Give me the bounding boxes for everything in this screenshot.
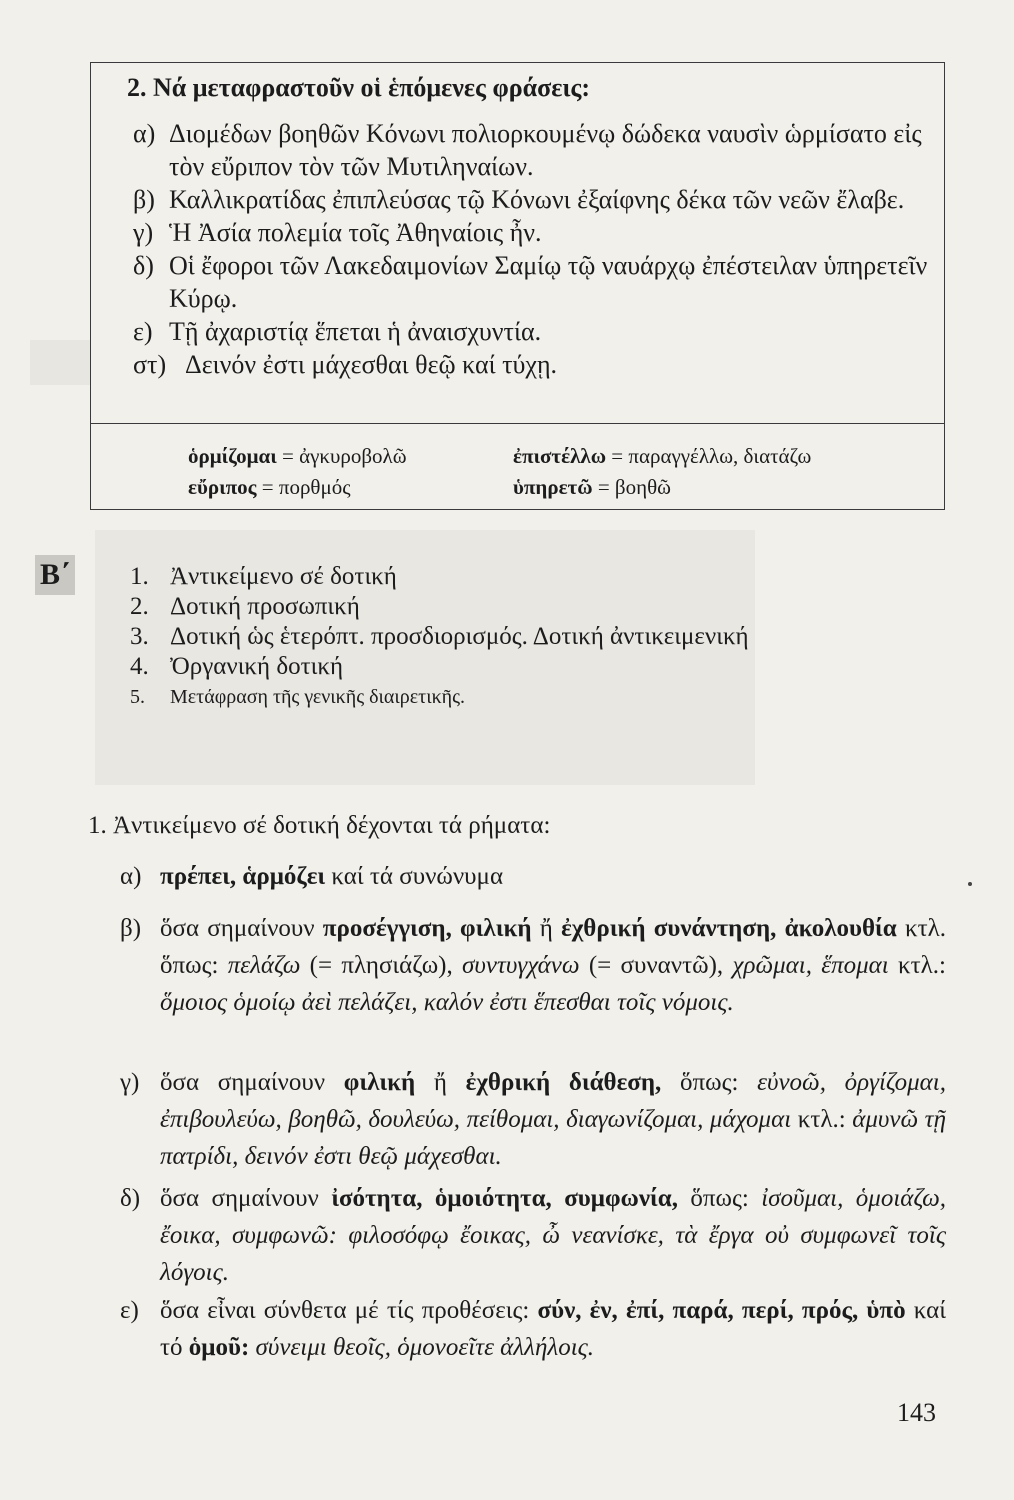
paragraph-b: β) ὅσα σημαίνουν προσέγγιση, φιλική ἤ ἐχθρική συνάντηση, ἀκολουθία κτλ. ὅπως: πελάζω (= πλησιάζω), συντυγχάνω (= συναντῶ), χρῶμαι, ἕπομαι κτλ.: ὅμοιος ὁμοίῳ ἀεὶ πελάζει, καλόν ἐστι ἕπεσθαι τοῖς νόμοις. bbox=[120, 915, 946, 1016]
list-item: 1. Ἀντικείμενο σέ δοτική bbox=[130, 563, 397, 590]
list-item: 3. Δοτική ὡς ἑτερόπτ. προσδιορισμός. Δοτική ἀντικειμενική bbox=[130, 623, 749, 650]
glossary-left bbox=[188, 441, 407, 503]
paragraph-d: δ) ὅσα σημαίνουν ἰσότητα, ὁμοιότητα, συμφωνία, ὅπως: ἰσοῦμαι, ὁμοιάζω, ἔοικα, συμφωνῶ: φιλοσόφῳ ἔοικας, ὦ νεανίσκε, τὰ ἔργα οὐ συμφωνεῖ τοῖς λόγοις. bbox=[120, 1185, 946, 1286]
paragraph-c: γ) ὅσα σημαίνουν φιλική ἤ ἐχθρική διάθεση, ὅπως: εὐνοῶ, ὀργίζομαι, ἐπιβουλεύω, βοηθῶ, δουλεύω, πείθομαι, διαγωνίζομαι, μάχομαι κτλ.: ἀμυνῶ τῇ πατρίδι, δεινόν ἐστι θεῷ μάχεσθαι. bbox=[120, 1069, 946, 1170]
exercise-list bbox=[133, 117, 933, 381]
list-item: 2. Δοτική προσωπική bbox=[130, 593, 360, 620]
glossary-entry: ὁρμίζομαι = ἀγκυροβολῶ bbox=[188, 444, 407, 468]
glossary-entry: εὔριπος = πορθμός bbox=[188, 475, 351, 499]
section-b-list bbox=[130, 562, 770, 712]
exercise-item-a: α) Διομέδων βοηθῶν Κόνωνι πολιορκουμένῳ δώδεκα ναυσὶν ὡρμίσατο εἰς τὸν εὔριπον τὸν τῶν Μυτιληναίων. bbox=[133, 119, 922, 181]
exercise-item-d: δ) Οἱ ἔφοροι τῶν Λακεδαιμονίων Σαμίῳ τῷ ναυάρχῳ ἐπέστειλαν ὑπηρετεῖν Κύρῳ. bbox=[133, 251, 928, 313]
paragraph-e: ε) ὅσα εἶναι σύνθετα μέ τίς προθέσεις: σύν, ἐν, ἐπί, παρά, περί, πρός, ὑπὸ καί τό ὁμοῦ: σύνειμι θεοῖς, ὁμονοεῖτε ἀλλήλοις. bbox=[120, 1297, 946, 1361]
exercise-box bbox=[90, 62, 945, 510]
box-divider bbox=[91, 423, 944, 424]
glossary-entry: ὑπηρετῶ = βοηθῶ bbox=[513, 475, 671, 499]
glossary-entry: ἐπιστέλλω = παραγγέλλω, διατάζω bbox=[513, 444, 812, 468]
bleed-through-tab bbox=[30, 340, 90, 385]
page-number: 143 bbox=[897, 1398, 936, 1427]
paragraph-a: α) πρέπει, ἁρμόζει καί τά συνώνυμα bbox=[120, 863, 504, 890]
section-marker: Β΄ bbox=[35, 555, 75, 595]
exercise-item-st: στ) Δεινόν ἐστι μάχεσθαι θεῷ καί τύχῃ. bbox=[133, 350, 558, 379]
exercise-title: 2. Νά μεταφραστοῦν οἱ ἑπόμενες φράσεις: bbox=[127, 73, 591, 102]
main-heading: 1. Ἀντικείμενο σέ δοτική δέχονται τά ρήματα: bbox=[88, 812, 551, 839]
exercise-item-e: ε) Τῇ ἀχαριστίᾳ ἕπεται ἡ ἀναισχυντία. bbox=[133, 317, 542, 346]
glossary-right bbox=[513, 441, 811, 503]
list-item: 4. Ὀργανική δοτική bbox=[130, 653, 344, 680]
exercise-item-b: β) Καλλικρατίδας ἐπιπλεύσας τῷ Κόνωνι ἐξαίφνης δέκα τῶν νεῶν ἔλαβε. bbox=[133, 185, 905, 214]
ink-speck bbox=[968, 882, 972, 886]
exercise-item-c: γ) Ἡ Ἀσία πολεμία τοῖς Ἀθηναίοις ἦν. bbox=[133, 218, 542, 247]
list-item: 5. Μετάφραση τῆς γενικῆς διαιρετικῆς. bbox=[130, 686, 466, 708]
